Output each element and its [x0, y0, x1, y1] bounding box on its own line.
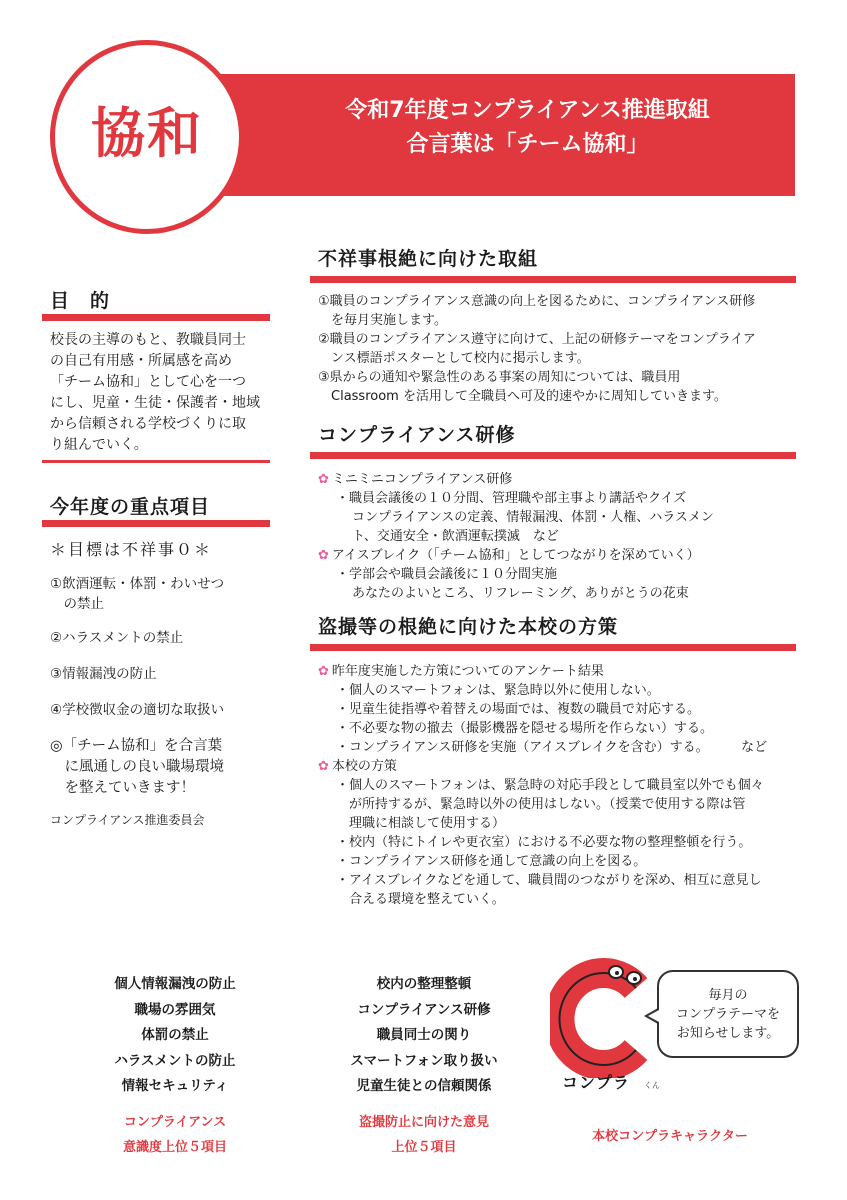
character-name: コンプラ [562, 1073, 631, 1092]
voyeur-heading: 盗撮等の根絶に向けた本校の方策 [318, 616, 619, 638]
voyeur-line: 理職に相談して使用する） [336, 816, 506, 831]
speech-bubble [657, 970, 799, 1058]
training-item-1-title: ミニミニコンプライアンス研修 [331, 472, 513, 487]
purpose-line: 校長の主導のもと、教職員同士 [50, 332, 246, 348]
flower-icon: ✿ [318, 664, 329, 679]
awareness-item: 職場の雰囲気 [134, 1001, 216, 1018]
focus-heading: 今年度の重点項目 [50, 496, 211, 518]
page-subtitle: 合言葉は「チーム協和」 [406, 132, 649, 157]
purpose-line: り組んでいく。 [50, 437, 148, 453]
training-text [318, 470, 798, 603]
voyeur-line: ・コンプライアンス研修を通して意識の向上を図る。 [336, 854, 647, 869]
focus-item-4: ④学校徴収金の適切な取扱い [50, 702, 225, 718]
purpose-bottom-rule [42, 460, 270, 463]
focus-item-2: ②ハラスメントの禁止 [50, 630, 184, 646]
flower-icon: ✿ [318, 548, 329, 563]
focus-bar [42, 520, 270, 527]
misconduct-line: ③県からの通知や緊急性のある事案の周知については、職員用 [318, 370, 681, 385]
purpose-line: から信頼される学校づくりに取 [50, 416, 246, 432]
purpose-line: にし、児童・生徒・保護者・地域 [50, 395, 260, 411]
voyeur-item-1-title: 昨年度実施した方策についてのアンケート結果 [331, 664, 604, 679]
opinion-caption [334, 1110, 514, 1160]
opinion-caption-line: 上位５項目 [391, 1140, 457, 1155]
focus-closing-line: に風通しの良い職場環境 [50, 759, 224, 775]
focus-goal: ＊目標は不祥事０＊ [50, 540, 213, 559]
focus-closing-line: を整えていきます！ [50, 780, 195, 796]
awareness-item: ハラスメントの防止 [114, 1052, 236, 1069]
emblem-circle [50, 40, 244, 234]
opinion-item: 校内の整理整頓 [376, 976, 472, 992]
purpose-heading: 目 的 [50, 290, 111, 312]
training-item-1 [318, 470, 798, 489]
opinion-caption-line: 盗撮防止に向けた意見 [358, 1115, 489, 1130]
character-suffix: くん [644, 1081, 660, 1090]
voyeur-line: が所持するが、緊急時以外の使用はしない。（授業で使用する際は管 [336, 797, 746, 812]
page-title: 令和7年度コンプライアンス推進取組 [345, 98, 710, 123]
training-bar [310, 452, 796, 459]
voyeur-bar [310, 644, 796, 651]
training-heading: コンプライアンス研修 [318, 424, 516, 446]
purpose-text [50, 330, 270, 456]
training-item-2 [318, 546, 798, 565]
focus-item-line: の禁止 [50, 596, 104, 612]
committee-name: コンプライアンス推進委員会 [50, 813, 205, 827]
character-caption: 本校コンプラキャラクター [592, 1129, 748, 1144]
misconduct-line: ②職員のコンプライアンス遵守に向けて、上記の研修テーマをコンプライア [318, 332, 756, 347]
voyeur-line: ・アイスブレイクなどを通して、職員間のつながりを深め、相互に意見し [336, 873, 762, 888]
awareness-item: 個人情報漏洩の防止 [114, 976, 236, 992]
awareness-caption-line: コンプライアンス [123, 1115, 227, 1130]
emblem-text: 協和 [91, 102, 203, 165]
training-item-2-title: アイスブレイク（「チーム協和」としてつながりを深めていく） [331, 548, 700, 563]
focus-item-3: ③情報漏洩の防止 [50, 666, 157, 682]
awareness-caption [85, 1110, 265, 1160]
awareness-caption-line: 意識度上位５項目 [122, 1140, 227, 1155]
voyeur-line: ・個人のスマートフォンは、緊急時の対応手段として職員室以外でも個々 [336, 778, 764, 793]
opinion-item: 児童生徒との信頼関係 [356, 1078, 492, 1094]
flower-icon: ✿ [318, 472, 329, 487]
purpose-line: の自己有用感・所属感を高め [50, 353, 232, 369]
training-line: あなたのよいところ、リフレーミング、ありがとうの花束 [352, 586, 689, 601]
misconduct-text [318, 292, 798, 406]
focus-closing-line: ◎「チーム協和」を合言葉 [50, 738, 223, 754]
voyeur-item-2 [318, 757, 798, 776]
misconduct-line: Classroom を活用して全職員へ可及的速やかに周知していきます。 [318, 389, 727, 404]
training-line: ト、交通安全・飲酒運転撲滅 など [352, 529, 559, 544]
opinion-item: 職員同士の関り [376, 1027, 472, 1043]
bubble-line: 毎月の [708, 988, 748, 1003]
focus-item-line: ①飲酒運転・体罰・わいせつ [50, 576, 225, 592]
purpose-bar [42, 314, 270, 321]
misconduct-bar [310, 276, 796, 283]
bubble-line: お知らせします。 [676, 1026, 780, 1041]
voyeur-item-1 [318, 662, 798, 681]
voyeur-item-2-title: 本校の方策 [331, 759, 397, 774]
misconduct-line: を毎月実施します。 [318, 313, 447, 328]
misconduct-heading: 不祥事根絶に向けた取組 [318, 248, 539, 270]
misconduct-line: ンス標語ポスターとして校内に掲示します。 [318, 351, 590, 366]
voyeur-line: ・個人のスマートフォンは、緊急時以外に使用しない。 [336, 683, 660, 698]
flower-icon: ✿ [318, 759, 329, 774]
focus-item-1 [50, 574, 270, 614]
opinion-item: スマートフォン取り扱い [350, 1052, 498, 1069]
focus-closing [50, 736, 270, 799]
training-line: ・職員会議後の１０分間、管理職や部主事より講話やクイズ [336, 491, 687, 506]
voyeur-line: ・児童生徒指導や着替えの場面では、複数の職員で対応する。 [336, 702, 701, 717]
voyeur-line: 合える環境を整えていく。 [336, 892, 505, 907]
training-line: コンプライアンスの定義、情報漏洩、体罰・人権、ハラスメン [352, 510, 714, 525]
purpose-line: 「チーム協和」として心を一つ [50, 374, 246, 390]
training-line: ・学部会や職員会議後に１０分間実施 [336, 567, 558, 582]
voyeur-line: ・校内（特にトイレや更衣室）における不必要な物の整理整頓を行う。 [336, 835, 752, 850]
opinion-list [339, 972, 509, 1100]
awareness-item: 情報セキュリティ [121, 1078, 229, 1094]
awareness-list [90, 972, 260, 1100]
awareness-item: 体罰の禁止 [141, 1027, 209, 1043]
bubble-line: コンプラテーマを [675, 1007, 780, 1022]
voyeur-text [318, 662, 798, 909]
voyeur-line: ・不必要な物の撤去（撮影機器を隠せる場所を作らない）する。 [336, 721, 714, 736]
voyeur-line: ・コンプライアンス研修を実施（アイスブレイクを含む）する。 など [336, 740, 768, 755]
bubble-tail-inner [648, 1010, 659, 1022]
misconduct-line: ①職員のコンプライアンス意識の向上を図るために、コンプライアンス研修 [318, 294, 756, 309]
opinion-item: コンプライアンス研修 [357, 1001, 491, 1018]
